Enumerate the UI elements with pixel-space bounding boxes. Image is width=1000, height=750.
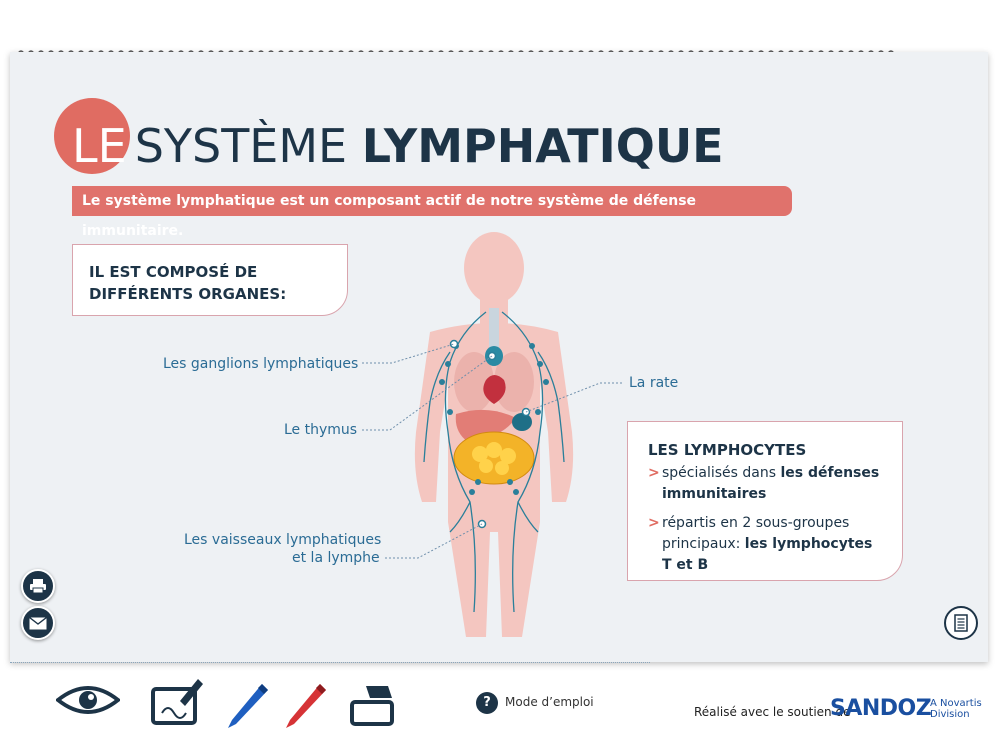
bullet-2-bold: les lymphocytes T et B: [662, 536, 873, 573]
printer-icon: [29, 578, 47, 594]
document-button[interactable]: [944, 606, 978, 640]
red-pen-icon[interactable]: [284, 680, 328, 730]
organs-line2: DIFFÉRENTS ORGANES:: [89, 285, 287, 303]
label-rate: La rate: [629, 375, 679, 391]
title-lymphatique: LYMPHATIQUE: [361, 119, 724, 173]
bullet-1-bold: les défenses immunitaires: [662, 465, 880, 502]
credit-text: Réalisé avec le soutien de: [694, 705, 851, 719]
title-systeme: SYSTÈME: [134, 119, 348, 173]
novartis-tagline: [930, 698, 982, 720]
tablet-draw-icon[interactable]: [150, 675, 206, 727]
subtitle-banner: Le système lymphatique est un composant actif de notre système de défense immunitaire.: [72, 186, 792, 216]
sandoz-logo: SANDOZ: [830, 696, 932, 721]
bullet-1-text: spécialisés dans: [662, 465, 781, 481]
document-icon: [954, 614, 968, 632]
toolbar-divider: [10, 662, 650, 663]
mail-icon: [29, 617, 47, 630]
label-vaisseaux-line1: Les vaisseaux lymphatiques: [184, 532, 382, 548]
lymphocytes-box: [627, 421, 903, 581]
label-thymus: Le thymus: [284, 422, 358, 438]
organs-line1: IL EST COMPOSÉ DE: [89, 263, 258, 281]
lymphocytes-bullet-2: [648, 513, 882, 576]
lymphocytes-bullet-1: [648, 463, 882, 505]
eye-icon[interactable]: [56, 682, 120, 718]
bullet-2-text: répartis en 2 sous-groupes principaux:: [662, 515, 850, 552]
label-vaisseaux-line2: et la lymphe: [292, 550, 380, 566]
lymphocytes-title: LES LYMPHOCYTES: [648, 441, 807, 459]
bullet-arrow-icon: >: [648, 515, 660, 531]
blue-pen-icon[interactable]: [226, 680, 270, 730]
label-ganglions: Les ganglions lymphatiques: [163, 356, 359, 372]
title-le: LE: [72, 119, 127, 173]
email-button[interactable]: [21, 606, 55, 640]
help-label[interactable]: Mode d’emploi: [505, 695, 594, 709]
novartis-line1: A Novartis: [930, 698, 982, 709]
bullet-arrow-icon: >: [648, 465, 660, 481]
print-button[interactable]: [21, 569, 55, 603]
novartis-line2: Division: [930, 709, 970, 720]
help-button[interactable]: ?: [476, 692, 498, 714]
eraser-icon[interactable]: [348, 680, 398, 728]
